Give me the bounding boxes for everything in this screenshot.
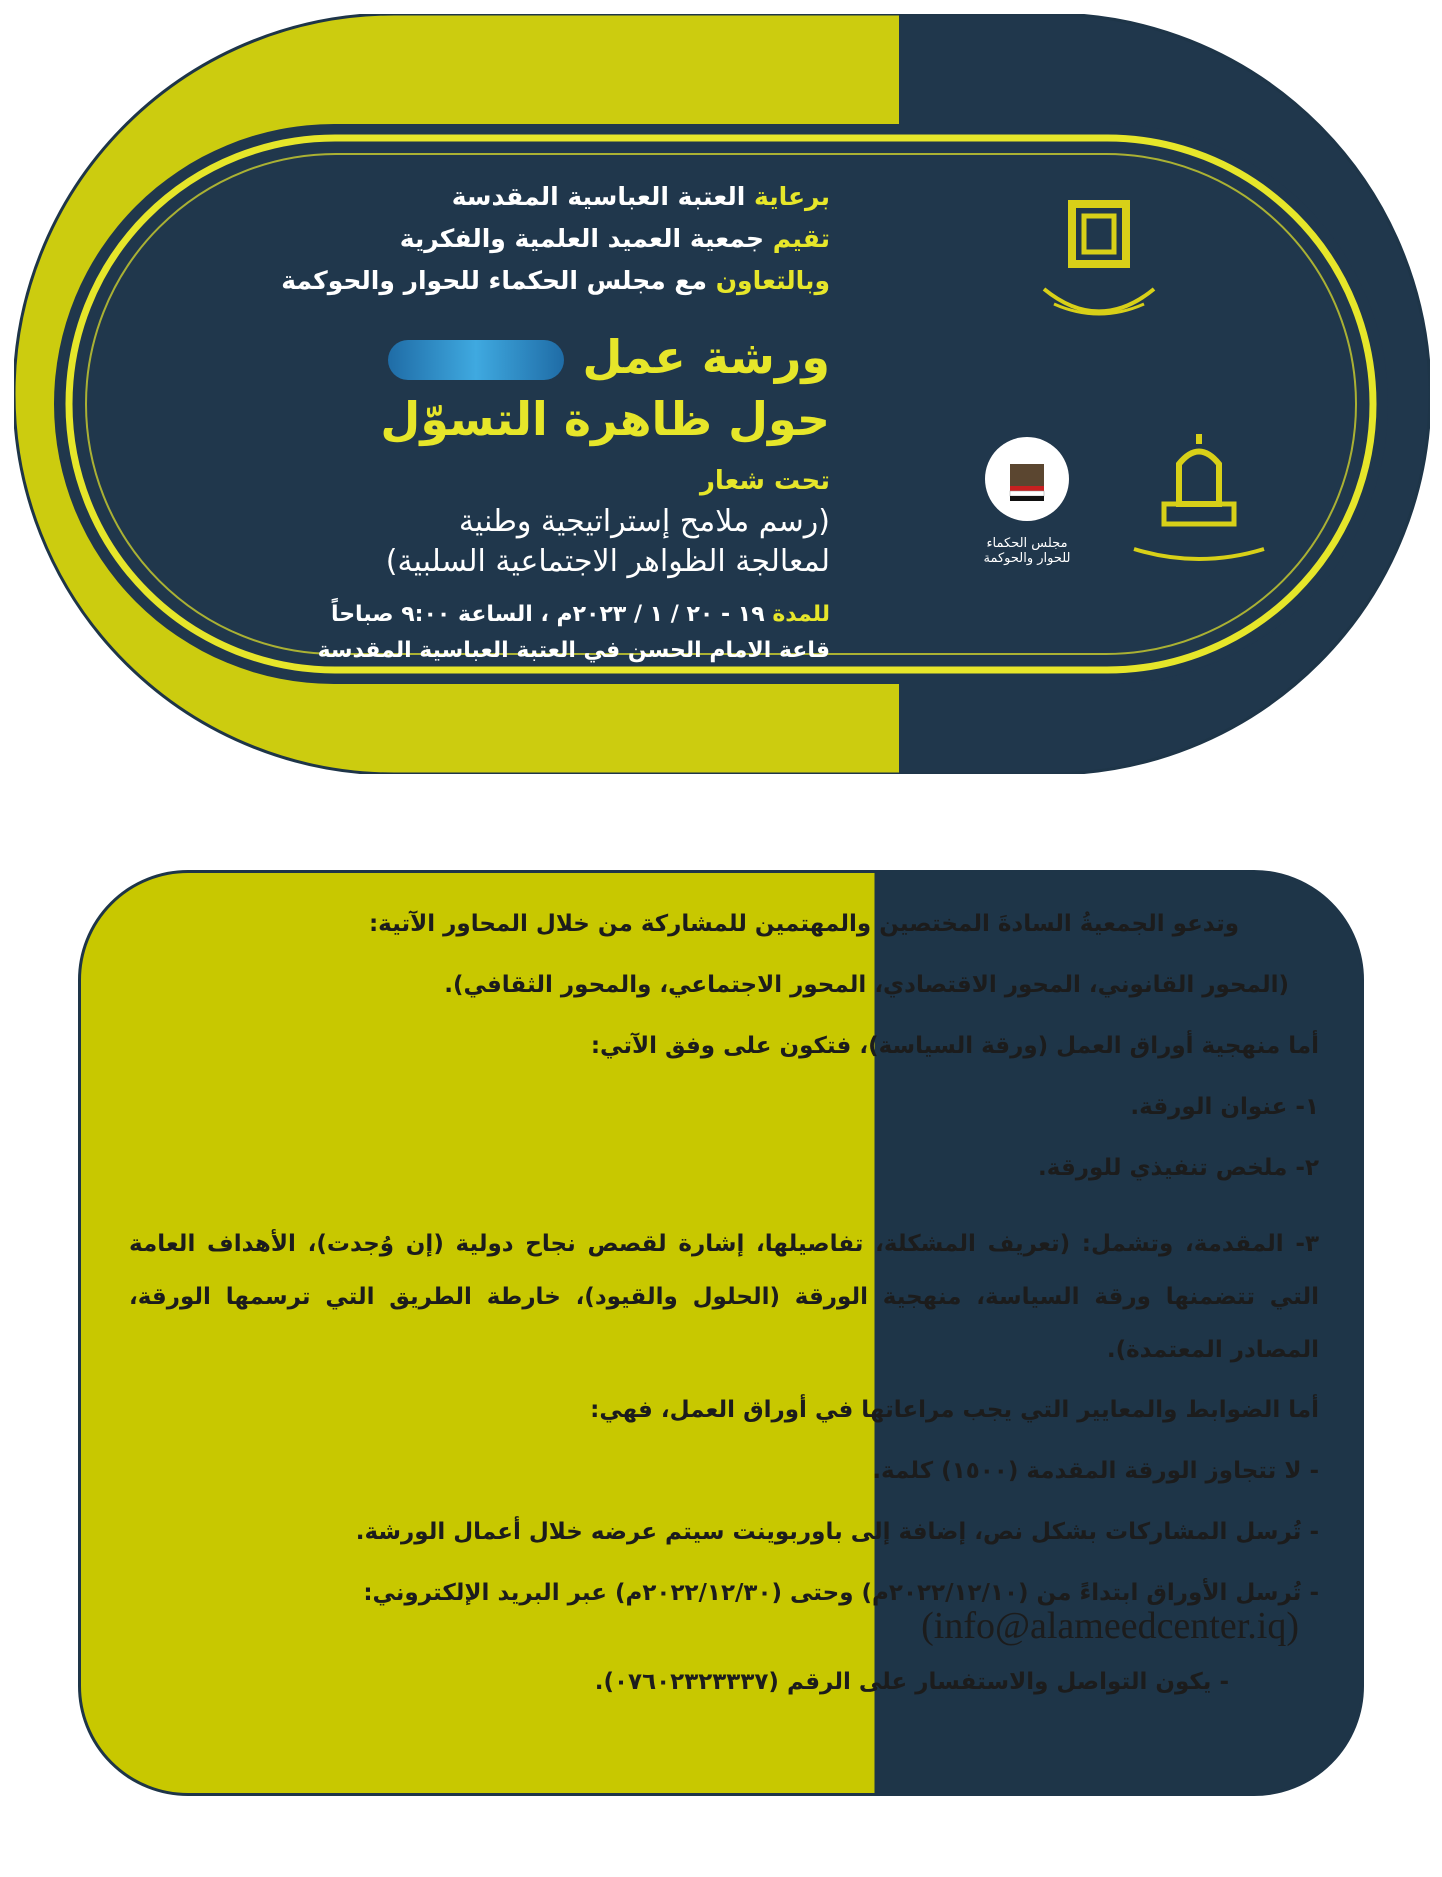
axes-paragraph: (المحور القانوني، المحور الاقتصادي، المحور الاجتماعي، والمحور الثقافي). — [444, 972, 1289, 998]
rule-1: - لا تتجاوز الورقة المقدمة (١٥٠٠) كلمة. — [872, 1458, 1319, 1484]
call-for-papers-text — [81, 873, 1361, 1732]
rules-intro: أما الضوابط والمعايير التي يجب مراعاتها في أوراق العمل، فهي: — [590, 1397, 1319, 1423]
abbasid-shrine-logo — [1024, 194, 1174, 338]
rule-3: - تُرسل الأوراق ابتداءً من (٢٠٢٢/١٢/١٠م) وحتى (٢٠٢٢/١٢/٣٠م) عبر البريد الإلكتروني: — [363, 1580, 1319, 1606]
intro-paragraph: وتدعو الجمعيةُ السادةَ المختصين والمهتمين للمشاركة من خلال المحاور الآتية: — [368, 911, 1239, 937]
organizer-line: تقيم جمعية العميد العلمية والفكرية — [399, 224, 830, 253]
partner-line: وبالتعاون مع مجلس الحكماء للحوار والحوكمة — [281, 266, 830, 295]
method-item-3: ٣- المقدمة، وتشمل: (تعريف المشكلة، تفاصيلها، إشارة لقصص نجاح دولية (إن وُجدت)، الأهداف العامة التي تتضمنها ورقة السياسة، منهجية الورقة (الحلول والقيود)، خارطة الطريق التي ترسمها الورقة، المصادر المعتمدة). — [129, 1231, 1319, 1363]
method-item-1: ١- عنوان الورقة. — [1130, 1094, 1319, 1120]
venue-line: قاعة الامام الحسن في العتبة العباسية المقدسة — [317, 638, 830, 663]
hakama-caption: مجلس الحكماء للحوار والحوكمة — [983, 536, 1071, 566]
hakama-council-logo — [982, 434, 1072, 528]
event-header-card — [14, 14, 1430, 774]
slogan-line-2: لمعالجة الظواهر الاجتماعية السلبية) — [385, 544, 830, 579]
rule-4: - يكون التواصل والاستفسار على الرقم (٠٧٦٠٢٣٢٣٣٣٧). — [594, 1669, 1229, 1695]
workshop-title: ورشة عمل — [582, 330, 830, 384]
decorative-pill — [388, 340, 564, 380]
al-ameed-logo — [1124, 424, 1274, 578]
workshop-subject: حول ظاهرة التسوّل — [380, 392, 830, 446]
rule-2: - تُرسل المشاركات بشكل نص، إضافة إلى باوربوينت سيتم عرضه خلال أعمال الورشة. — [355, 1519, 1319, 1545]
date-line: للمدة ١٩ - ٢٠ / ١ / ٢٠٢٣م ، الساعة ٩:٠٠ صباحاً — [330, 602, 830, 627]
method-item-2: ٢- ملخص تنفيذي للورقة. — [1038, 1155, 1319, 1181]
sponsor-line: برعاية العتبة العباسية المقدسة — [451, 182, 830, 211]
method-intro: أما منهجية أوراق العمل (ورقة السياسة)، فتكون على وفق الآتي: — [590, 1033, 1319, 1059]
call-for-papers-card — [78, 870, 1364, 1796]
slogan-line-1: (رسم ملامح إستراتيجية وطنية — [458, 504, 830, 539]
contact-email[interactable]: (info@alameedcenter.iq) — [921, 1605, 1299, 1647]
slogan-heading: تحت شعار — [699, 466, 830, 496]
